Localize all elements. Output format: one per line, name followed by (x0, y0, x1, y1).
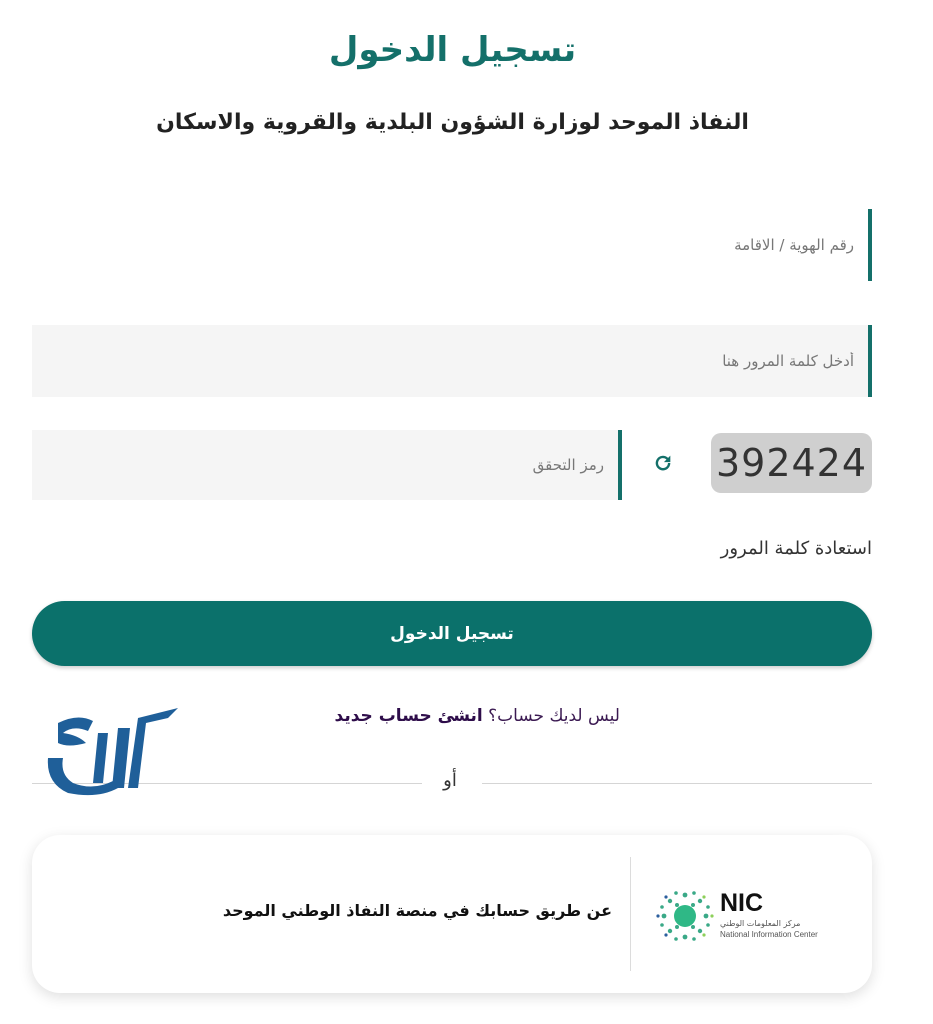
signup-prompt (200, 706, 620, 726)
nafath-login-card[interactable] (32, 835, 872, 993)
or-divider-label: أو (443, 770, 457, 791)
refresh-captcha-button[interactable] (648, 448, 678, 478)
nic-emblem-icon (654, 885, 716, 947)
captcha-image: 392424 (711, 433, 872, 493)
id-number-input[interactable] (32, 209, 868, 281)
forgot-password-link[interactable]: استعادة كلمة المرور (720, 538, 872, 559)
page-subtitle: النفاذ الموحد لوزارة الشؤون البلدية والقروية والاسكان (156, 110, 749, 135)
id-field-container (32, 209, 872, 281)
login-button[interactable]: تسجيل الدخول (32, 601, 872, 666)
captcha-field-container (32, 430, 622, 500)
nic-logo (654, 883, 854, 953)
watermark-calligraphy-icon (38, 703, 183, 803)
create-account-link[interactable]: انشئ حساب جديد (334, 706, 483, 726)
watermark-logo (38, 703, 183, 803)
nic-logo-english: National Information Center (720, 930, 818, 939)
page-title: تسجيل الدخول (328, 30, 577, 70)
nic-logo-arabic: مركز المعلومات الوطني (720, 919, 801, 928)
password-field-container (32, 325, 872, 397)
card-separator (630, 857, 631, 971)
refresh-icon (652, 452, 674, 474)
password-input[interactable] (32, 325, 868, 397)
nafath-login-text: عن طريق حسابك في منصة النفاذ الوطني الموحد (222, 901, 612, 920)
signup-prompt-text: ليس لديك حساب؟ (488, 706, 620, 726)
nic-logo-name: NIC (720, 889, 764, 917)
divider-line-right (482, 783, 872, 784)
captcha-input[interactable] (32, 430, 618, 500)
